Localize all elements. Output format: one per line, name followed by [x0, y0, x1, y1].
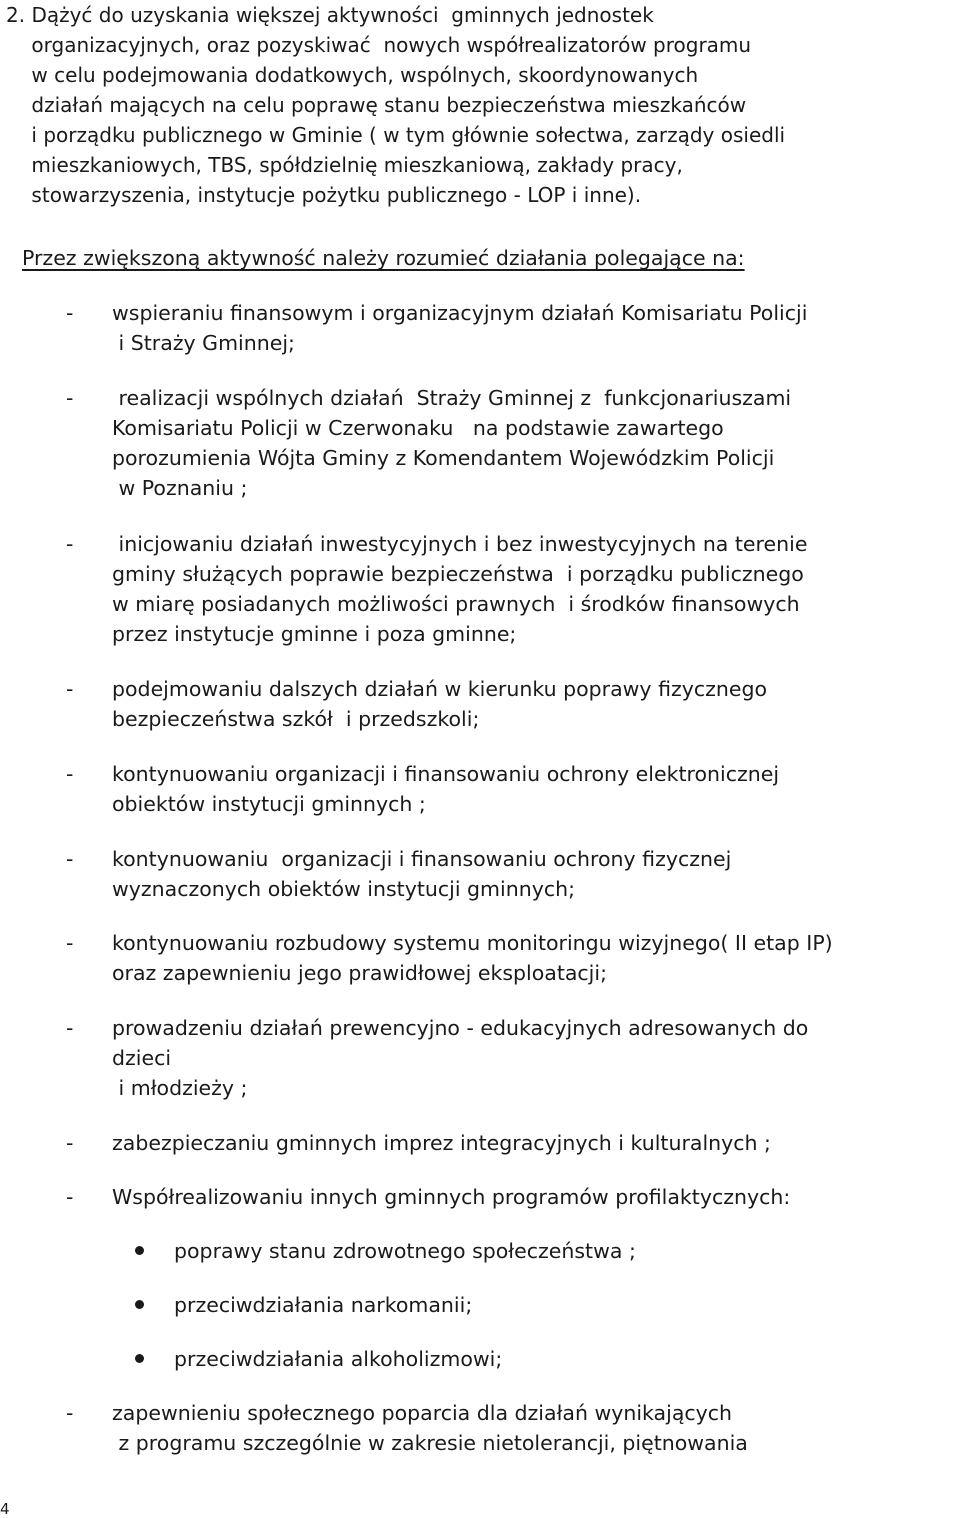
intro-line: w celu podejmowania dodatkowych, wspólnych, skoordynowanych [6, 63, 699, 87]
bullet-icon [135, 1354, 144, 1363]
list-item-line: zapewnieniu społecznego poparcia dla działań wynikających [112, 1401, 733, 1425]
intro-line: działań mających na celu poprawę stanu bezpieczeństwa mieszkańców [6, 93, 747, 117]
list-item-line: kontynuowaniu rozbudowy systemu monitoringu wizyjnego( II etap IP) [112, 931, 833, 955]
list-item-line: prowadzeniu działań prewencyjno - edukacyjnych adresowanych do [112, 1016, 809, 1040]
intro-line: mieszkaniowych, TBS, spółdzielnię mieszkaniową, zakłady pracy, [6, 153, 683, 177]
list-item-line: gminy służących poprawie bezpieczeństwa i porządku publicznego [112, 562, 804, 586]
list-dash: - [66, 1185, 74, 1209]
intro-line: 2. Dążyć do uzyskania większej aktywności gminnych jednostek [6, 3, 654, 27]
list-item-line: wyznaczonych obiektów instytucji gminnych; [112, 877, 576, 901]
list-item-line: zabezpieczaniu gminnych imprez integracyjnych i kulturalnych ; [112, 1131, 771, 1155]
list-dash: - [66, 301, 74, 325]
list-dash: - [66, 1131, 74, 1155]
list-dash: - [66, 532, 74, 556]
list-item-line: Komisariatu Policji w Czerwonaku na podstawie zawartego [112, 416, 724, 440]
list-item-line: i młodzieży ; [112, 1076, 248, 1100]
list-dash: - [66, 677, 74, 701]
bullet-item: przeciwdziałania narkomanii; [174, 1293, 473, 1317]
list-item-line: w Poznaniu ; [112, 476, 248, 500]
list-item-line: i Straży Gminnej; [112, 331, 295, 355]
bullet-icon [135, 1246, 144, 1255]
list-item-line: Współrealizowaniu innych gminnych programów profilaktycznych: [112, 1185, 791, 1209]
section-subheading: Przez zwiększoną aktywność należy rozumieć działania polegające na: [22, 246, 745, 270]
list-item-line: obiektów instytucji gminnych ; [112, 792, 426, 816]
list-item-line: realizacji wspólnych działań Straży Gminnej z funkcjonariuszami [112, 386, 792, 410]
list-item-line: inicjowaniu działań inwestycyjnych i bez inwestycyjnych na terenie [112, 532, 808, 556]
list-item-line: wspieraniu finansowym i organizacyjnym działań Komisariatu Policji [112, 301, 808, 325]
list-item-line: bezpieczeństwa szkół i przedszkoli; [112, 707, 480, 731]
bullet-item: poprawy stanu zdrowotnego społeczeństwa ; [174, 1239, 636, 1263]
list-item-line: oraz zapewnieniu jego prawidłowej eksploatacji; [112, 961, 607, 985]
list-item-line: porozumienia Wójta Gminy z Komendantem Wojewódzkim Policji [112, 446, 775, 470]
intro-line: i porządku publicznego w Gminie ( w tym głównie sołectwa, zarządy osiedli [6, 123, 786, 147]
intro-line: organizacyjnych, oraz pozyskiwać nowych współrealizatorów programu [6, 33, 752, 57]
list-item-line: kontynuowaniu organizacji i finansowaniu ochrony fizycznej [112, 847, 732, 871]
list-dash: - [66, 762, 74, 786]
list-item-line: z programu szczególnie w zakresie nietolerancji, piętnowania [112, 1431, 748, 1455]
list-item-line: kontynuowaniu organizacji i finansowaniu ochrony elektronicznej [112, 762, 780, 786]
list-item-line: dzieci [112, 1046, 172, 1070]
list-dash: - [66, 386, 74, 410]
bullet-item: przeciwdziałania alkoholizmowi; [174, 1347, 503, 1371]
bullet-icon [135, 1300, 144, 1309]
list-item-line: przez instytucje gminne i poza gminne; [112, 622, 517, 646]
list-item-line: podejmowaniu dalszych działań w kierunku poprawy fizycznego [112, 677, 768, 701]
list-dash: - [66, 1401, 74, 1425]
list-dash: - [66, 847, 74, 871]
list-dash: - [66, 931, 74, 955]
list-dash: - [66, 1016, 74, 1040]
page-number: 4 [0, 1500, 10, 1518]
intro-line: stowarzyszenia, instytucje pożytku publicznego - LOP i inne). [6, 183, 642, 207]
list-item-line: w miarę posiadanych możliwości prawnych i środków finansowych [112, 592, 800, 616]
